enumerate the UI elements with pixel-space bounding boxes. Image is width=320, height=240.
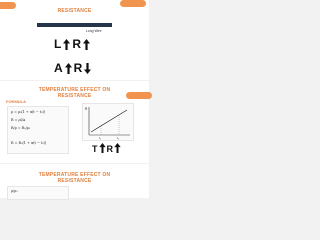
formula-line: R = ρl/A — [11, 118, 26, 122]
temperature-resistance-row — [92, 143, 121, 154]
graph-y-label: R — [85, 107, 88, 111]
slide-temperature-effect — [0, 81, 149, 163]
arrow-down-icon — [84, 63, 91, 74]
area-resistance-row — [54, 61, 91, 75]
resistance-symbol: R — [73, 61, 83, 75]
wire-bar — [37, 23, 112, 27]
formula-line: ρ = ρ₀(1 + α(t − t₀)) — [11, 110, 46, 114]
area-symbol: A — [54, 61, 63, 75]
slide-title — [0, 172, 149, 184]
title-line-1: TEMPERATURE EFFECT ON — [38, 172, 111, 178]
formula-box — [7, 106, 69, 154]
slide-title — [0, 87, 149, 99]
length-resistance-row — [54, 37, 90, 51]
title-line-2: RESISTANCE — [57, 178, 92, 184]
arrow-up-icon — [114, 143, 121, 154]
arrow-up-icon — [65, 63, 72, 74]
resistance-symbol: R — [106, 143, 113, 154]
arrow-up-icon — [63, 39, 70, 50]
graph-t0-label: t₀ — [99, 136, 102, 140]
resistance-symbol: R — [72, 37, 82, 51]
wire-label: Long Wire — [86, 29, 102, 33]
graph-t1-label: t₁ — [117, 136, 119, 140]
slide-title: RESISTANCE — [57, 8, 92, 14]
slide-resistance — [0, 0, 149, 80]
formula-line: R = R₀(1 + α(t − t₀)) — [11, 141, 47, 145]
length-symbol: L — [54, 37, 62, 51]
formula-line: R/ρ = R₀/ρ₀ — [11, 126, 31, 130]
formula-line: ρ/ρ₀ — [11, 189, 18, 193]
temperature-symbol: T — [92, 143, 98, 154]
resistance-temperature-graph — [82, 103, 134, 141]
arrow-up-icon — [83, 39, 90, 50]
title-line-2: RESISTANCE — [57, 93, 92, 99]
arrow-up-icon — [99, 143, 106, 154]
decorative-pill — [120, 0, 146, 7]
formula-box — [7, 186, 69, 200]
formula-heading: FORMULA — [6, 99, 26, 104]
title-line-1: TEMPERATURE EFFECT ON — [38, 87, 111, 93]
slide-temperature-effect-2 — [0, 164, 149, 198]
